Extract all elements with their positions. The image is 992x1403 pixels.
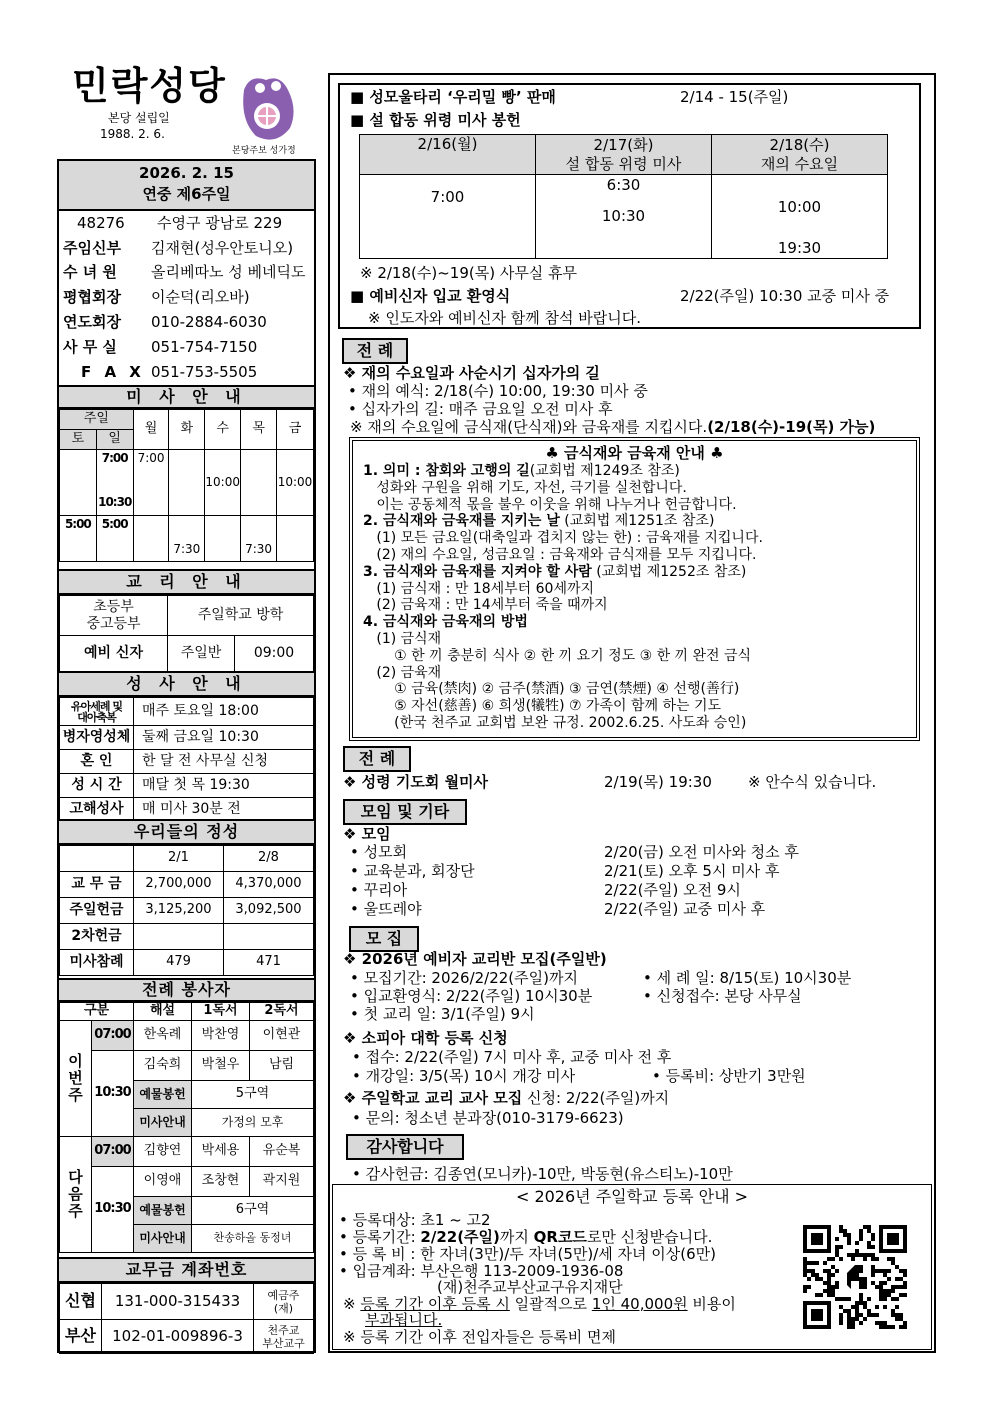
offering-a: 2,700,000 [134, 872, 224, 898]
mass-sat-label: 토 [60, 430, 97, 450]
fast-line [363, 513, 763, 530]
servers-tw-flower-v: 5구역 [192, 1081, 314, 1109]
servers-tw-700: 07:00 [92, 1021, 134, 1051]
offering-key: 교 무 금 [60, 872, 134, 898]
servers-nw-flower-v: 6구역 [192, 1197, 314, 1225]
servers-nw-guide-k: 미사안내 [134, 1225, 192, 1253]
sacrament-value: 한 달 전 사무실 신청 [134, 750, 314, 774]
sacrament-row [60, 798, 314, 822]
recruit-t3 [343, 1090, 669, 1107]
school-l6c: 일괄적으로 [509, 1295, 592, 1313]
school-l2d: QR코드 [533, 1228, 587, 1246]
recruit-header: 모 집 [349, 926, 419, 952]
mass-fri-1000: 10:00 [276, 450, 313, 516]
fast-line-text: (2) 금육재 [363, 664, 442, 681]
fast-line [363, 497, 763, 514]
servers-nw-r2-2: 곽지원 [250, 1167, 314, 1197]
contact-table [59, 211, 314, 385]
ash-title: ❖ 재의 수요일과 사순시기 십자가의 길 [343, 364, 600, 382]
meeting-name: • 교육분과, 회장단 [350, 862, 475, 880]
fast-line-text: (2) 금육재 : 만 14세부터 죽을 때까지 [363, 597, 608, 614]
founded-date: 1988. 2. 6. [100, 127, 165, 141]
memorial-c3a: 2/18(수) [769, 135, 830, 154]
offering-a: 479 [134, 950, 224, 976]
fast-line [363, 463, 763, 480]
account-title: 교무금 계좌번호 [59, 1257, 314, 1283]
contact-value: 올리베따노 성 베네딕도 [151, 263, 306, 282]
offering-title: 우리들의 정성 [59, 819, 314, 845]
school-l7: 부과됩니다. [365, 1311, 443, 1329]
mass-sun-500: 5:00 [101, 517, 128, 531]
left-panel [57, 159, 316, 1353]
logo-caption: 본당주보 성가정 [232, 146, 296, 156]
catechism-table [59, 595, 314, 672]
spirit-title: ❖ 성령 기도회 월미사 [343, 773, 489, 791]
issue-date: 2026. 2. 15 [139, 164, 234, 182]
servers-table [59, 1002, 314, 1253]
recruit-a5: • 첫 교리 일: 3/1(주일) 9시 [350, 1005, 535, 1023]
offering-col1: 2/1 [134, 846, 224, 872]
school-l5: (재)천주교부산교구유지재단 [437, 1278, 623, 1296]
contact-key: 주임신부 [63, 238, 121, 257]
meetings-header: 모임 및 기타 [343, 799, 467, 825]
recruit-t1: ❖ 2026년 예비자 교리반 모집(주일반) [343, 950, 607, 968]
thanks-text: • 감사헌금: 김종연(모니카)-10만, 박동현(유스티노)-10만 [352, 1165, 733, 1183]
school-title: < 2026년 주일학교 등록 안내 > [515, 1187, 749, 1206]
fast-line [363, 564, 763, 581]
holy-family-logo-icon [236, 70, 298, 142]
meeting-time: 2/22(주일) 교중 미사 후 [604, 900, 766, 918]
school-l2e: 로만 신청받습니다. [586, 1228, 713, 1246]
contact-row [59, 236, 314, 261]
sacrament-title: 성 사 안 내 [59, 671, 314, 697]
liturgy-header-1: 전 례 [342, 338, 408, 364]
contact-row [59, 211, 314, 236]
meetings-title: ❖ 모임 [343, 825, 391, 843]
offering-row [60, 872, 314, 898]
school-box [332, 1184, 932, 1350]
mass-sun-label: 일 [96, 430, 133, 450]
catechism-title: 교 리 안 내 [59, 569, 314, 595]
servers-tw-r2-0: 김숙희 [134, 1051, 192, 1081]
fast-line [363, 681, 763, 698]
servers-nw-r1-2: 유순복 [250, 1137, 314, 1167]
servers-nw-r1-1: 박세용 [192, 1137, 250, 1167]
mass-mon-700: 7:00 [137, 451, 165, 465]
servers-tw-guide-k: 미사안내 [134, 1109, 192, 1137]
catechism-pre-day: 주일반 [168, 636, 235, 672]
sacrament-key: 유아세례 및 대아축복 [60, 698, 134, 726]
memorial-table [359, 134, 888, 259]
catechism-kids-value: 주일학교 방학 [168, 596, 314, 636]
school-l6d: 1인 40,000원 [591, 1295, 688, 1313]
servers-tw-r2-1: 박철우 [192, 1051, 250, 1081]
memorial-m2a: 6:30 [606, 176, 641, 194]
servers-h3: 2독서 [250, 1003, 314, 1021]
fast-line-sub: (교회법 제1252조 참조) [591, 563, 747, 580]
contact-key: 연도회장 [63, 312, 121, 331]
ash-b1: • 재의 예식: 2/18(수) 10:00, 19:30 미사 중 [348, 382, 648, 400]
offering-a: 3,125,200 [134, 898, 224, 924]
servers-nw-r1-0: 김향연 [134, 1137, 192, 1167]
fast-line-sub: (교회법 제1249조 참조) [529, 463, 680, 479]
sacrament-row [60, 698, 314, 726]
parish-logo [236, 70, 298, 142]
mass-wed: 수 [205, 410, 241, 450]
meeting-time: 2/20(금) 오전 미사와 청소 후 [604, 843, 799, 861]
sacrament-value: 매 미사 30분 전 [134, 798, 314, 822]
contact-value: 이순덕(리오바) [151, 288, 250, 307]
offering-row [60, 898, 314, 924]
contact-key: 수 녀 원 [63, 263, 117, 282]
recruit-t2: ❖ 소피아 대학 등록 신청 [343, 1029, 508, 1047]
fast-title: ♣ 금식재와 금육재 안내 ♣ [545, 444, 724, 462]
school-l6e: 비용이 [687, 1295, 736, 1313]
ash-b2: • 십자가의 길: 매주 금요일 오전 미사 후 [348, 400, 613, 418]
memorial-c2a: 2/17(화) [593, 135, 654, 154]
recruit-a4: • 신청접수: 본당 사무실 [643, 987, 802, 1005]
fast-line-text: ① 금육(禁肉) ② 금주(禁酒) ③ 금연(禁煙) ④ 선행(善行) [363, 681, 740, 698]
offering-a [134, 924, 224, 950]
servers-tw-r1-0: 한옥례 [134, 1021, 192, 1051]
school-l2a: • 등록기간: [339, 1228, 421, 1246]
notice-office-closed: ※ 2/18(수)~19(목) 사무실 휴무 [360, 264, 578, 282]
account-r1-v: 131-000-315433 [102, 1284, 254, 1320]
fast-line-text: (1) 금식재 : 만 18세부터 60세까지 [363, 580, 595, 597]
notice-box [338, 83, 921, 329]
servers-nw-guide-v: 찬송하올 동정녀 [192, 1225, 314, 1253]
offering-b: 471 [224, 950, 314, 976]
mass-sat-500: 5:00 [64, 517, 91, 531]
account-r2-k: 부산 [60, 1320, 102, 1354]
mass-sun-700: 7:00 [101, 451, 128, 465]
qr-code[interactable] [803, 1225, 907, 1329]
ash-b3-text: ※ 재의 수요일에 금식재(단식재)와 금육재를 지킵시다. [350, 418, 708, 436]
fast-line [363, 530, 763, 547]
fast-line-text: 3. 금식재와 금육재를 지켜야 할 사람 [363, 563, 592, 580]
fast-line [363, 480, 763, 497]
servers-tw-1030: 10:30 [92, 1051, 134, 1137]
offering-table [59, 845, 314, 976]
contact-row [59, 261, 314, 286]
contact-row [59, 285, 314, 310]
meeting-time: 2/21(토) 오후 5시 미사 후 [604, 862, 780, 880]
fast-line-text: ① 한 끼 충분히 식사 ② 한 끼 요기 정도 ③ 한 끼 완전 금식 [363, 647, 752, 664]
servers-tw-r1-1: 박찬영 [192, 1021, 250, 1051]
memorial-m3a: 10:00 [777, 198, 822, 216]
notice-bread: ■ 성모울타리 ‘우리밀 빵’ 판매 [350, 88, 556, 106]
recruit-t3-bold: ❖ 주일학교 교리 교사 모집 [343, 1089, 523, 1107]
contact-row [59, 310, 314, 335]
notice-bread-date: 2/14 - 15(주일) [680, 88, 789, 106]
recruit-a2: • 세 례 일: 8/15(토) 10시30분 [643, 969, 852, 987]
liturgy-header-2: 전 례 [343, 746, 411, 772]
recruit-c1: • 문의: 청소년 분과장(010-3179-6623) [352, 1109, 624, 1127]
school-l1: • 등록대상: 초1 ~ 고2 [339, 1211, 491, 1229]
sacrament-row [60, 774, 314, 798]
memorial-c3b: 재의 수요일 [760, 154, 839, 173]
fast-line-text: 1. 의미 : 참회와 고행의 길 [363, 463, 530, 479]
sacrament-key: 고해성사 [60, 798, 134, 822]
mass-tue: 화 [169, 410, 205, 450]
account-holder1: 예금주 (재) [254, 1284, 314, 1320]
founded-label: 본당 설립일 [108, 111, 170, 125]
school-l2c: 까지 [499, 1228, 534, 1246]
contact-key: F A X [81, 362, 145, 381]
mass-fri: 금 [276, 410, 313, 450]
account-table [59, 1283, 314, 1354]
issue-sunday: 연중 제6주일 [142, 185, 231, 204]
offering-key: 2차헌금 [60, 924, 134, 950]
catechism-pre: 예비 신자 [60, 636, 168, 672]
fast-box [352, 440, 917, 738]
contact-value: 051-753-5505 [151, 362, 258, 381]
school-l2b: 2/22(주일) [420, 1228, 500, 1246]
spirit-note: ※ 안수식 있습니다. [748, 773, 877, 791]
fast-line [363, 581, 763, 598]
servers-h0: 구분 [60, 1003, 134, 1021]
contact-key: 사 무 실 [63, 337, 117, 356]
recruit-a3: • 입교환영식: 2/22(주일) 10시30분 [350, 987, 593, 1005]
sacrament-key: 성 시 간 [60, 774, 134, 798]
servers-tw-r2-2: 남림 [250, 1051, 314, 1081]
school-l4: • 입금계좌: 부산은행 113-2009-1936-08 [339, 1262, 624, 1280]
offering-b: 4,370,000 [224, 872, 314, 898]
fast-lines [363, 463, 763, 732]
servers-nw-flower-k: 예물봉헌 [134, 1197, 192, 1225]
fast-line [363, 698, 763, 715]
school-l3: • 등 록 비 : 한 자녀(3만)/두 자녀(5만)/세 자녀 이상(6만) [339, 1245, 716, 1263]
mass-title: 미 사 안 내 [59, 385, 314, 409]
sacrament-row [60, 726, 314, 750]
sacrament-table [59, 697, 314, 822]
fast-line-text: (한국 천주교 교회법 보완 규정. 2002.6.25. 사도좌 승인) [363, 714, 747, 731]
servers-h1: 해설 [134, 1003, 192, 1021]
offering-row [60, 950, 314, 976]
notice-welcome-note: ※ 인도자와 예비신자 함께 참석 바랍니다. [368, 309, 642, 327]
mass-sunday-label: 주일 [60, 410, 134, 430]
contact-key: 48276 [77, 213, 125, 232]
servers-nw-1030: 10:30 [92, 1167, 134, 1253]
fast-line [363, 648, 763, 665]
recruit-b2: • 개강일: 3/5(목) 10시 개강 미사 [352, 1067, 576, 1085]
mass-table [59, 409, 314, 562]
ash-b3-bold: (2/18(수)-19(목) 가능) [707, 418, 876, 436]
contact-value: 010-2884-6030 [151, 312, 267, 331]
fast-line [363, 631, 763, 648]
issue-header [59, 161, 314, 211]
sacrament-value: 매달 첫 목 19:30 [134, 774, 314, 798]
mass-thu: 목 [241, 410, 277, 450]
fast-line [363, 614, 763, 631]
servers-tw-r1-2: 이현관 [250, 1021, 314, 1051]
offering-key: 주일헌금 [60, 898, 134, 924]
fast-line-text: 2. 금식재와 금육재를 지키는 날 [363, 513, 560, 530]
contact-key: 평협회장 [63, 288, 121, 307]
meeting-name: • 꾸리아 [350, 881, 408, 899]
servers-this-week: 이 번 주 [60, 1021, 92, 1137]
servers-nw-r2-1: 조창현 [192, 1167, 250, 1197]
sacrament-key: 병자영성체 [60, 726, 134, 750]
offering-b [224, 924, 314, 950]
mass-tue-730: 7:30 [173, 542, 201, 557]
fast-line-text: (1) 모든 금요일(대축일과 겹치지 않는 한) : 금육재를 지킵니다. [363, 530, 763, 547]
fast-line-text: (1) 금식재 [363, 630, 442, 647]
mass-sun-1030: 10:30 [98, 494, 132, 509]
sacrament-value: 둘째 금요일 10:30 [134, 726, 314, 750]
fast-line [363, 665, 763, 682]
meeting-name: • 성모회 [350, 843, 408, 861]
fast-line [363, 597, 763, 614]
contact-value: 김재현(성우안토니오) [151, 238, 294, 257]
sacrament-value: 매주 토요일 18:00 [134, 698, 314, 726]
memorial-m3b: 19:30 [777, 239, 822, 258]
servers-nw-r2-0: 이영애 [134, 1167, 192, 1197]
fast-line [363, 715, 763, 732]
memorial-c2b: 설 합동 위령 미사 [565, 154, 682, 173]
fast-line-text: 성화와 구원을 위해 기도, 자선, 극기를 실천합니다. [363, 479, 687, 496]
sacrament-row [60, 750, 314, 774]
memorial-m1: 7:00 [360, 175, 536, 259]
qr-code-icon [803, 1225, 907, 1329]
catechism-pre-time: 09:00 [235, 636, 314, 672]
catechism-kids: 초등부 중고등부 [60, 596, 168, 636]
fast-line-text: (2) 재의 수요일, 성금요일 : 금육재와 금식재를 모두 지킵니다. [363, 546, 757, 563]
notice-welcome: ■ 예비신자 입교 환영식 [350, 287, 511, 305]
contact-value: 수영구 광남로 229 [157, 213, 283, 232]
offering-col2: 2/8 [224, 846, 314, 872]
mass-mon: 월 [133, 410, 169, 450]
account-r2-v: 102-01-009896-3 [102, 1320, 254, 1354]
notice-memorial: ■ 설 합동 위령 미사 봉헌 [350, 111, 521, 129]
meeting-time: 2/22(주일) 오전 9시 [604, 881, 741, 899]
servers-nw-700: 07:00 [92, 1137, 134, 1167]
school-l6b: 등록 기간 이후 등록 시 [360, 1295, 510, 1313]
parish-name: 민락성당 [72, 63, 227, 108]
offering-b: 3,092,500 [224, 898, 314, 924]
contact-value: 051-754-7150 [151, 337, 258, 356]
notice-welcome-date: 2/22(주일) 10:30 교중 미사 중 [680, 287, 890, 305]
sacrament-key: 혼 인 [60, 750, 134, 774]
memorial-m2b: 10:30 [601, 207, 646, 226]
servers-tw-guide-v: 가정의 모후 [192, 1109, 314, 1137]
school-l8: ※ 등록 기간 이후 전입자들은 등록비 면제 [343, 1328, 617, 1346]
account-holder2: 천주교 부산교구 [254, 1320, 314, 1354]
servers-tw-flower-k: 예물봉헌 [134, 1081, 192, 1109]
offering-key: 미사참례 [60, 950, 134, 976]
meeting-name: • 울뜨레야 [350, 900, 422, 918]
fast-line-text: ⑤ 자선(慈善) ⑥ 희생(犧牲) ⑦ 가족이 함께 하는 기도 [363, 698, 722, 715]
school-l6a: ※ [343, 1295, 361, 1313]
recruit-b3: • 등록비: 상반기 3만원 [652, 1067, 806, 1085]
servers-title: 전례 봉사자 [59, 978, 314, 1002]
memorial-c1: 2/16(월) [360, 135, 536, 175]
account-r1-k: 신협 [60, 1284, 102, 1320]
thanks-header: 감사합니다 [346, 1134, 464, 1160]
school-l2 [339, 1229, 712, 1246]
fast-line-text: 4. 금식재와 금육재의 방법 [363, 614, 528, 631]
fast-line [363, 547, 763, 564]
recruit-a1: • 모집기간: 2026/2/22(주일)까지 [350, 969, 578, 987]
ash-b3 [350, 419, 875, 436]
mass-wed-1000: 10:00 [205, 450, 241, 516]
fast-line-text: 이는 공동체적 몫을 불우 이웃을 위해 나누거나 헌금합니다. [363, 496, 737, 513]
recruit-b1: • 접수: 2/22(주일) 7시 미사 후, 교중 미사 전 후 [352, 1048, 672, 1066]
servers-next-week: 다 음 주 [60, 1137, 92, 1253]
recruit-t3-rest: 신청: 2/22(주일)까지 [522, 1089, 670, 1107]
servers-h2: 1독서 [192, 1003, 250, 1021]
contact-row [59, 360, 314, 385]
fast-line-sub: (교회법 제1251조 참조) [559, 513, 715, 530]
contact-row [59, 335, 314, 360]
mass-thu-730: 7:30 [245, 542, 273, 557]
spirit-date: 2/19(목) 19:30 [604, 773, 712, 791]
offering-row [60, 924, 314, 950]
